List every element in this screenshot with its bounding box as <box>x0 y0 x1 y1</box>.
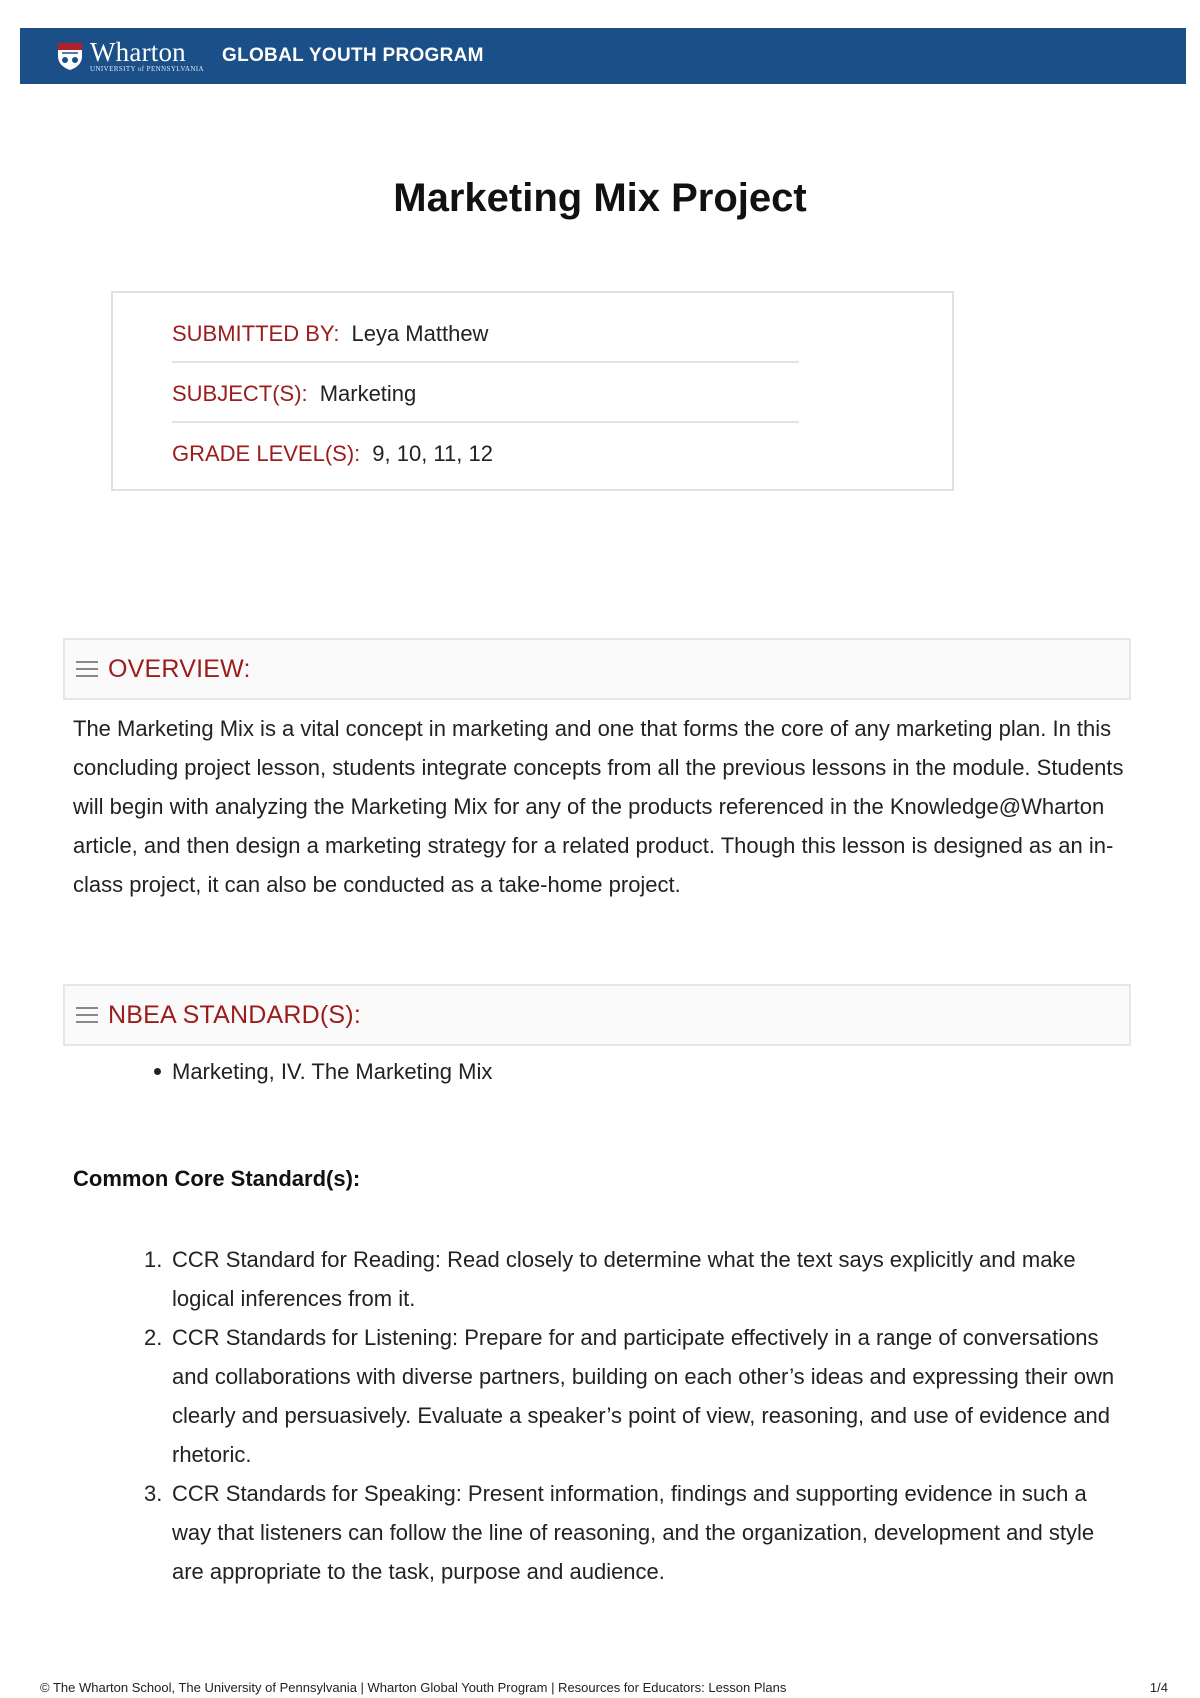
logo-wordmark: Wharton <box>90 37 186 67</box>
page-number: 1/4 <box>1149 1680 1168 1695</box>
subjects-value: Marketing <box>319 381 417 406</box>
subjects-row <box>172 381 799 423</box>
common-core-list <box>144 1240 1122 1591</box>
list-item <box>144 1474 1122 1591</box>
submitted-by-row <box>172 321 799 363</box>
list-item-text: CCR Standards for Speaking: Present information, findings and supporting evidence in such a way that listeners can follow the line of reasoning, and the organization, development and style are appropriate to the task, purpose and audience. <box>172 1481 1095 1584</box>
overview-heading: OVERVIEW: <box>108 654 251 683</box>
overview-section-header <box>63 638 1131 700</box>
wharton-logo[interactable] <box>56 39 204 73</box>
penn-shield-icon <box>56 41 84 71</box>
page-title: Marketing Mix Project <box>393 176 807 220</box>
program-name: GLOBAL YOUTH PROGRAM <box>221 45 484 66</box>
logo-university: UNIVERSITY of PENNSYLVANIA <box>90 65 204 73</box>
nbea-section-header <box>63 984 1131 1046</box>
list-item <box>144 1240 1122 1318</box>
subjects-label: SUBJECT(S): <box>172 381 308 406</box>
lesson-info-box <box>111 291 954 491</box>
list-item: Marketing, IV. The Marketing Mix <box>172 1052 492 1091</box>
common-core-heading: Common Core Standard(s): <box>73 1166 361 1191</box>
page-footer <box>40 1680 1168 1695</box>
list-item-text: CCR Standards for Listening: Prepare for and participate effectively in a range of conversations and collaborations with diverse partners, building on each other’s ideas and expressing their own clearly and persuasively. Evaluate a speaker’s point of view, reasoning, and use of evidence and rhetoric. <box>172 1325 1115 1467</box>
list-number: 3. <box>144 1481 163 1506</box>
grade-levels-value: 9, 10, 11, 12 <box>372 441 493 466</box>
list-item-text: CCR Standard for Reading: Read closely to determine what the text says explicitly and make logical inferences from it. <box>172 1247 1076 1311</box>
list-number: 1. <box>144 1247 163 1272</box>
nbea-heading: NBEA STANDARD(S): <box>108 1000 361 1029</box>
overview-text: The Marketing Mix is a vital concept in marketing and one that forms the core of any marketing plan. In this concluding project lesson, students integrate concepts from all the previous lessons in the module. Students will begin with analyzing the Marketing Mix for any of the products referenced in the Knowledge@Wharton article, and then design a marketing strategy for a related product. Though this lesson is designed as an in-class project, it can also be conducted as a take-home project. <box>73 716 1124 897</box>
menu-lines-icon <box>76 1007 98 1023</box>
nbea-list <box>150 1052 492 1091</box>
submitted-by-label: SUBMITTED BY: <box>172 321 340 346</box>
list-number: 2. <box>144 1325 163 1350</box>
list-item <box>144 1318 1122 1474</box>
header-banner <box>20 28 1186 84</box>
grade-levels-label: GRADE LEVEL(S): <box>172 441 361 466</box>
menu-lines-icon <box>76 661 98 677</box>
footer-copyright: © The Wharton School, The University of Pennsylvania | Wharton Global Youth Program | Resources for Educators: Lesson Plans <box>40 1680 787 1695</box>
grade-levels-row <box>172 441 799 481</box>
submitted-by-value: Leya Matthew <box>351 321 489 346</box>
